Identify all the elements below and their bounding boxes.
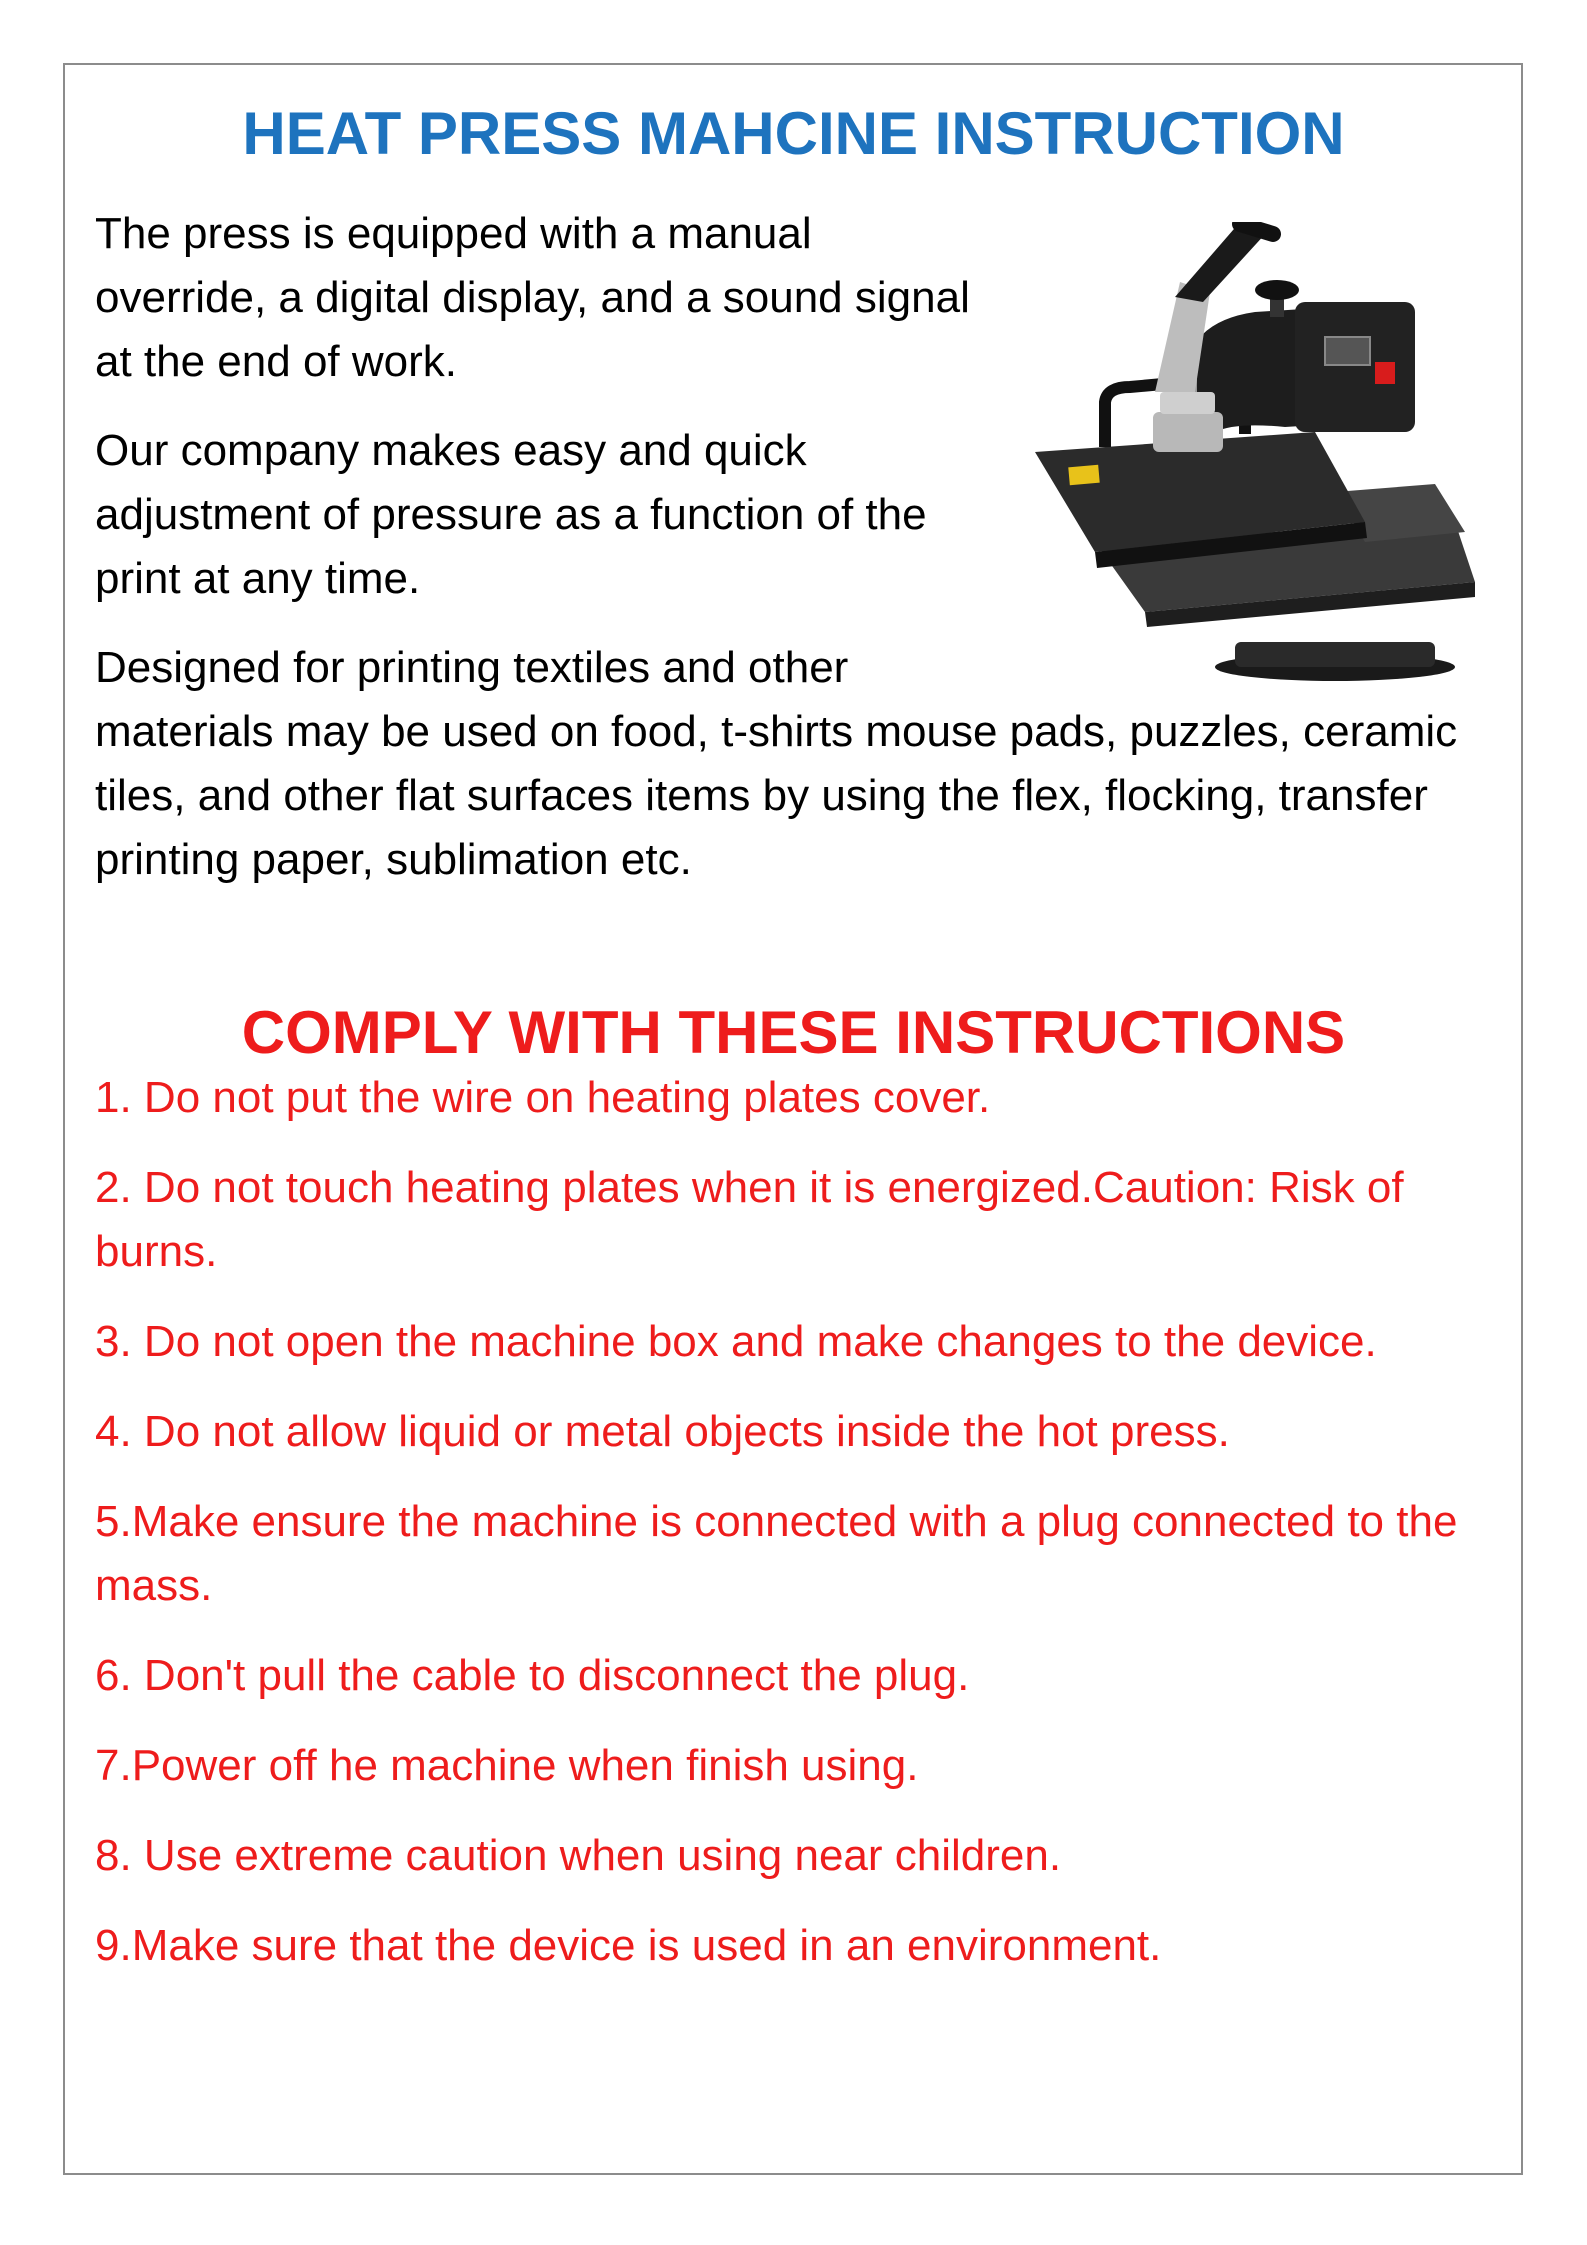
heat-press-machine-photo [1035,222,1495,692]
intro-section [95,202,1515,917]
intro-paragraph-1: The press is equipped with a manual override, a digital display, and a sound signal at the end of work. [95,209,970,386]
intro-paragraph-3: Designed for printing textiles and other materials may be used on food, t-shirts mouse pads, puzzles, ceramic tiles, and other flat surfaces items by using the flex, flocking, transfer printing paper, sublimation etc. [95,643,1458,884]
instruction-item: 5.Make ensure the machine is connected with a plug connected to the mass. [95,1497,1458,1610]
instruction-list [95,1066,1515,2004]
instruction-item: 8. Use extreme caution when using near children. [95,1831,1062,1880]
intro-paragraph-2: Our company makes easy and quick adjustment of pressure as a function of the print at any time. [95,426,927,603]
instruction-item: 7.Power off he machine when finish using. [95,1741,919,1790]
warning-title: COMPLY WITH THESE INSTRUCTIONS [241,999,1346,1066]
instruction-item: 1. Do not put the wire on heating plates cover. [95,1073,991,1122]
instruction-item: 4. Do not allow liquid or metal objects inside the hot press. [95,1407,1230,1456]
instruction-item: 2. Do not touch heating plates when it is energized.Caution: Risk of burns. [95,1163,1404,1276]
page-title: HEAT PRESS MAHCINE INSTRUCTION [242,100,1345,167]
instruction-item: 3. Do not open the machine box and make changes to the device. [95,1317,1377,1366]
instruction-item: 9.Make sure that the device is used in an environment. [95,1921,1162,1970]
instruction-item: 6. Don't pull the cable to disconnect the plug. [95,1651,970,1700]
